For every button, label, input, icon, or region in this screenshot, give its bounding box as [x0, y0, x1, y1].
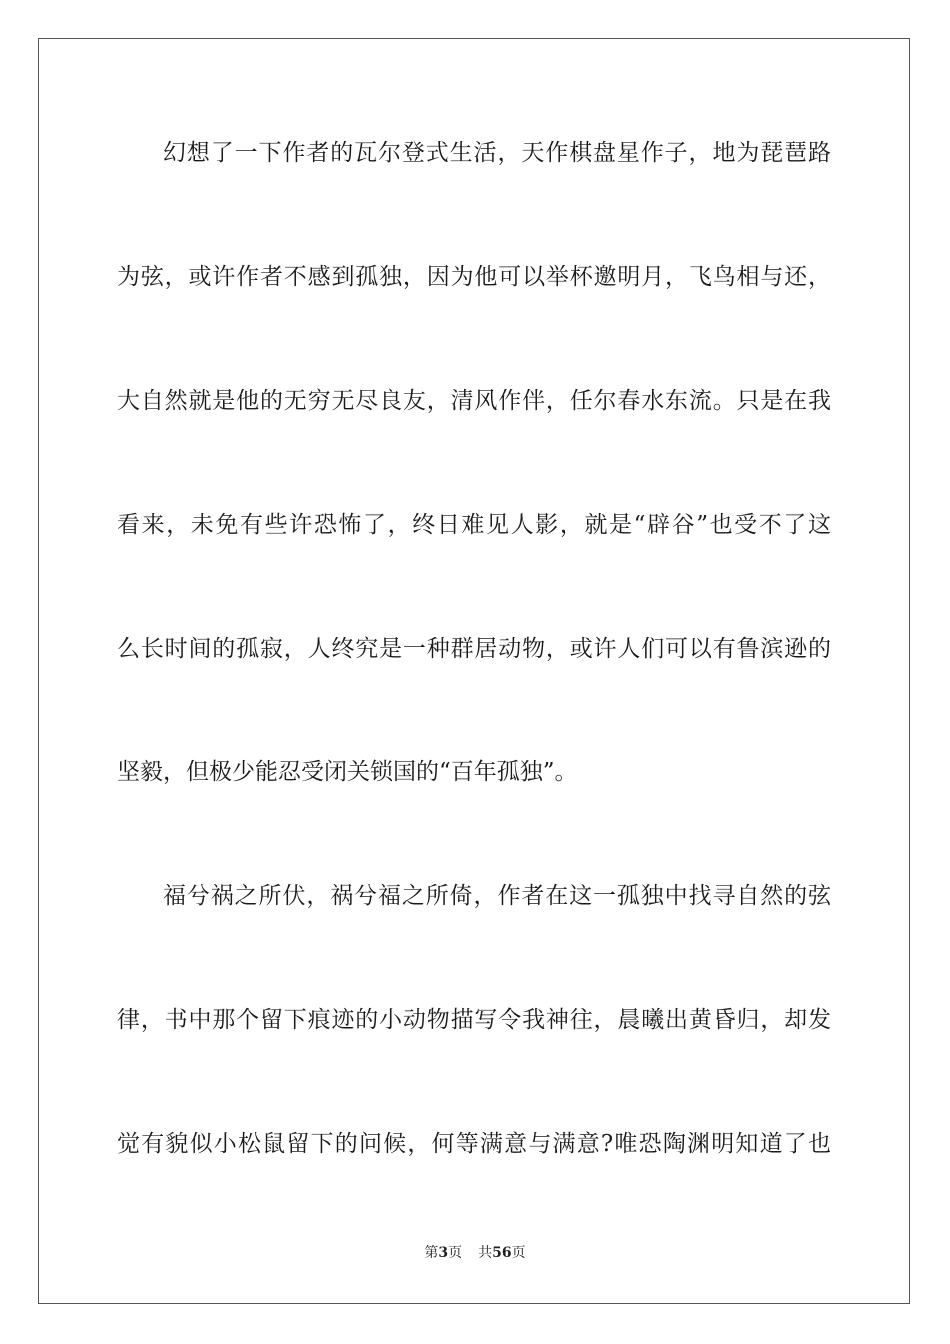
total-suffix: 页 — [511, 1245, 526, 1261]
page-prefix: 第 — [424, 1245, 439, 1261]
paragraph-line: 坚毅，但极少能忍受闭关锁国的“百年孤独”。 — [117, 759, 578, 785]
total-pages: 56 — [492, 1245, 512, 1261]
paragraph-line: 为弦，或许作者不感到孤独，因为他可以举杯邀明月，飞鸟相与还， — [117, 264, 831, 290]
page-footer — [0, 1244, 950, 1262]
paragraph-line: 看来，未免有些许恐怖了，终日难见人影，就是“辟谷”也受不了这 — [117, 512, 831, 538]
paragraph-line: 律，书中那个留下痕迹的小动物描写令我神往，晨曦出黄昏归，却发 — [117, 1007, 831, 1033]
paragraph-line: 大自然就是他的无穷无尽良友，清风作伴，任尔春水东流。只是在我 — [117, 388, 831, 414]
paragraph-line: 觉有貌似小松鼠留下的问候，何等满意与满意?唯恐陶渊明知道了也 — [117, 1131, 831, 1157]
paragraph-line: 么长时间的孤寂，人终究是一种群居动物，或许人们可以有鲁滨逊的 — [117, 636, 831, 662]
page-number: 3 — [438, 1245, 449, 1261]
page-suffix: 页 — [448, 1245, 463, 1261]
total-prefix: 共 — [478, 1245, 493, 1261]
paragraph-line: 幻想了一下作者的瓦尔登式生活，天作棋盘星作子，地为琵琶路 — [163, 140, 831, 166]
paragraph-line: 福兮祸之所伏，祸兮福之所倚，作者在这一孤独中找寻自然的弦 — [163, 883, 831, 909]
page-border — [38, 38, 910, 1304]
